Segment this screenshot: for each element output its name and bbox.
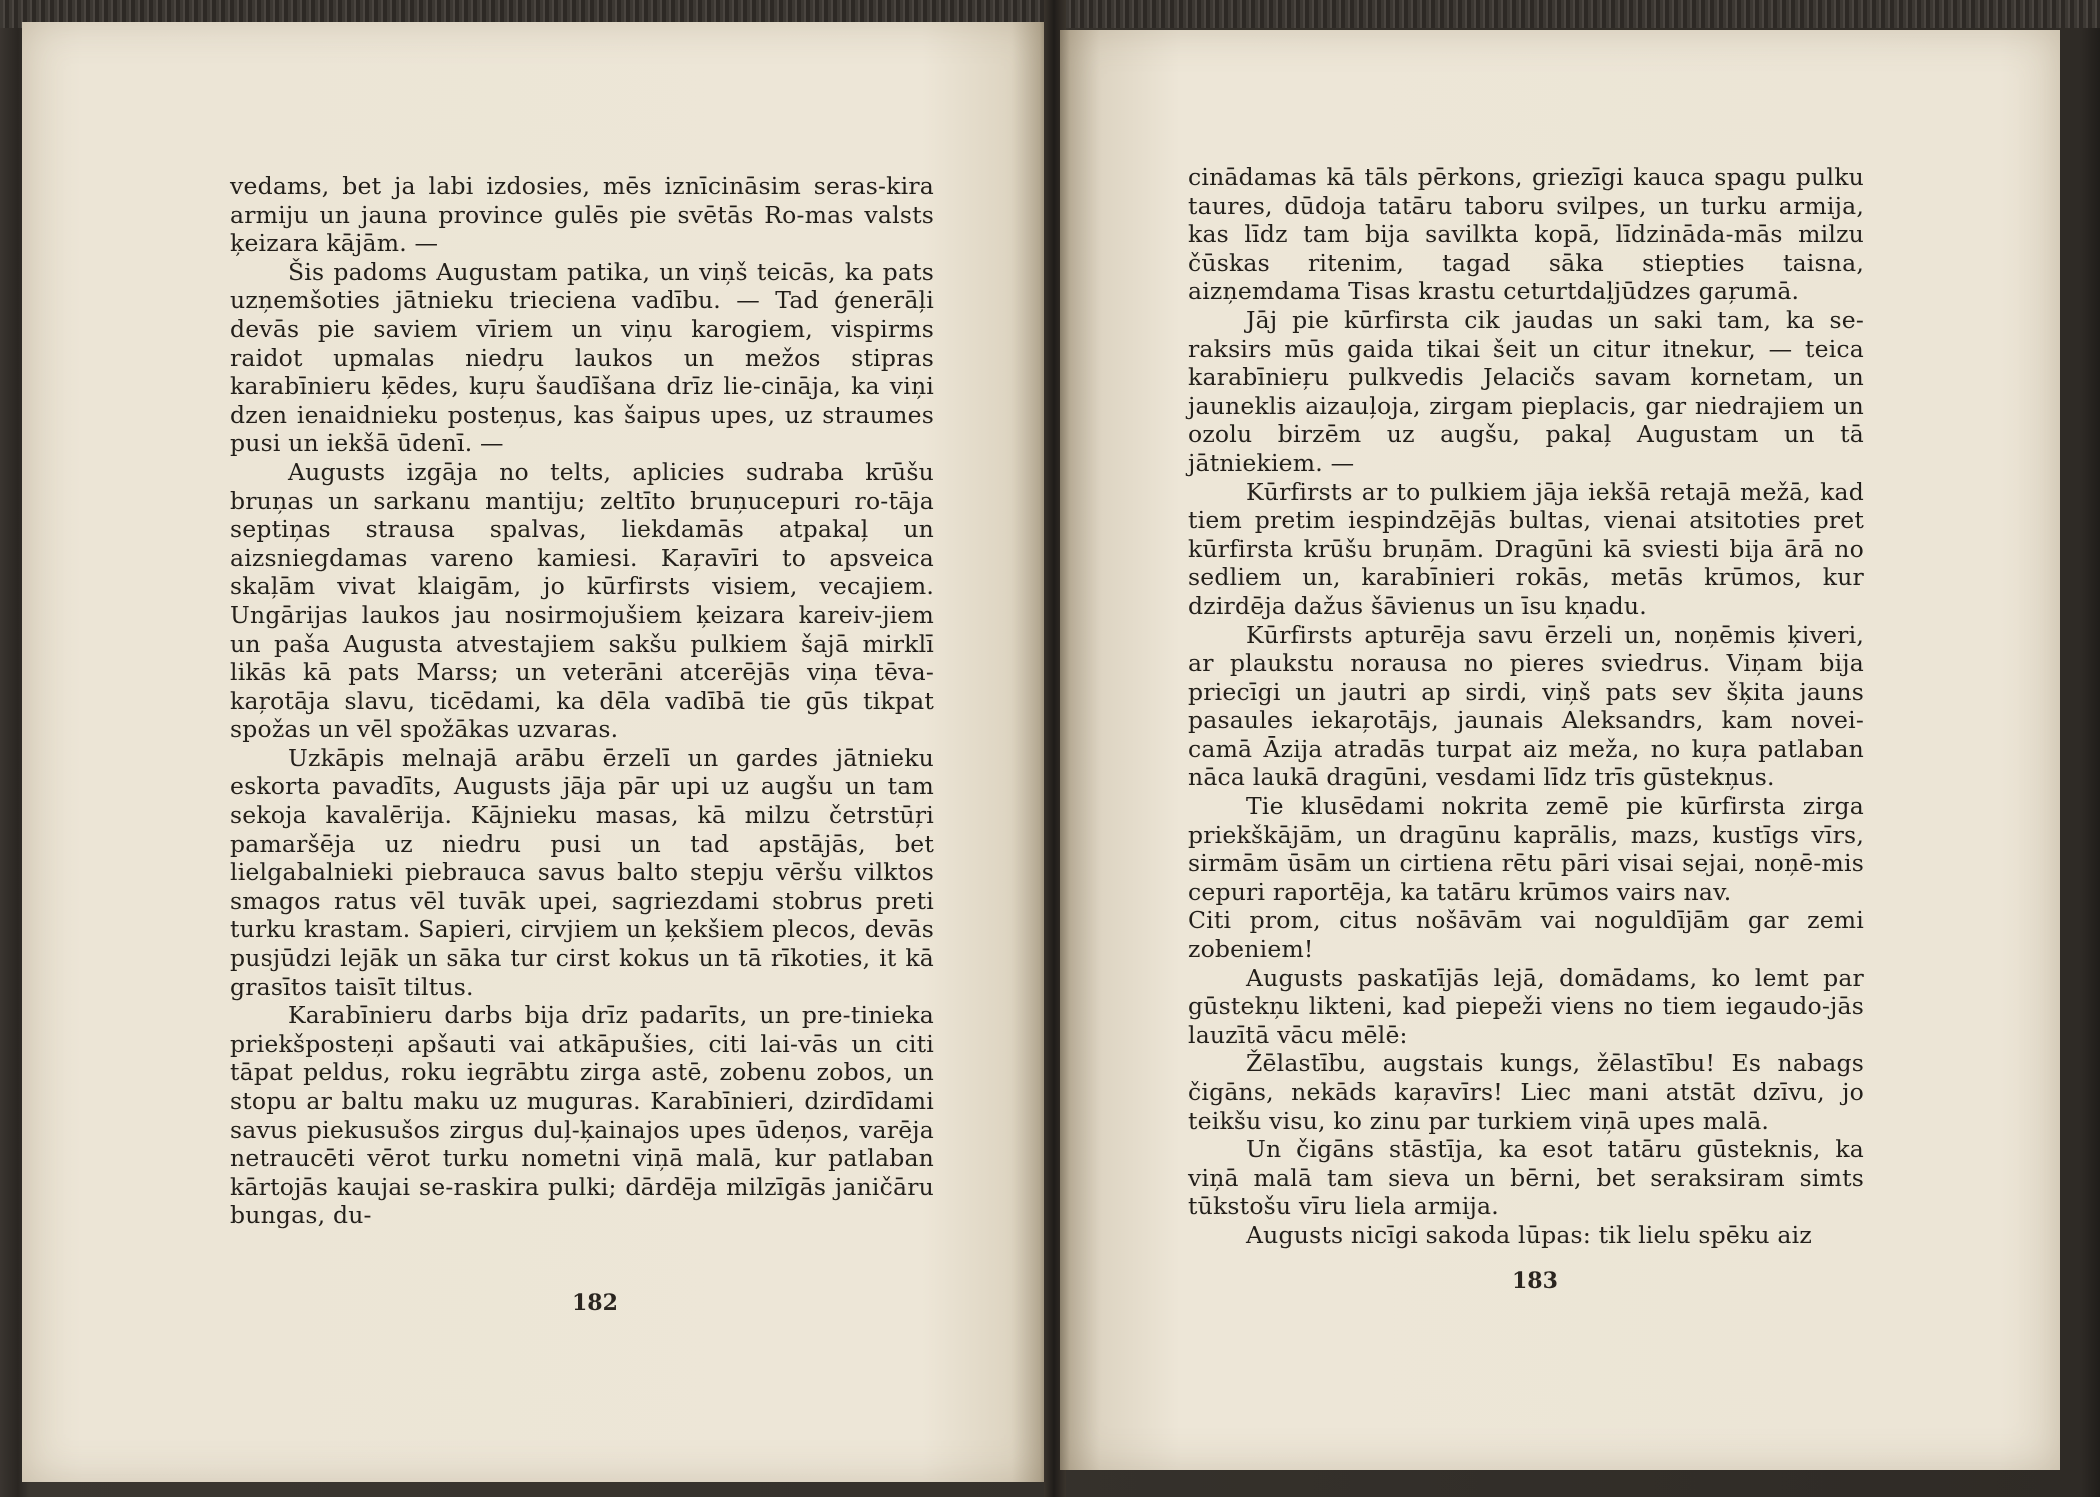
paragraph: Žēlastību, augstais kungs, žēlastību! Es nabags čigāns, nekāds kaŗavīrs! Liec mani atstāt dzīvu, jo teikšu visu, ko zinu par turkiem viņā upes malā. <box>1188 1049 1864 1135</box>
page-number-left: 182 <box>572 1290 618 1316</box>
paragraph: Karabīnieru darbs bija drīz padarīts, un pre-tinieka priekšposteņi apšauti vai atkāpušies, citi lai-vās un citi tāpat peldus, roku iegrābtu zirga astē, zobenu zobos, un stopu ar baltu maku uz muguras. Karabīnieri, dzirdīdami savus piekusušos zirgus duļ-ķainajos upes ūdeņos, varēja netraucēti vērot turku nometni viņā malā, kur patlaban kārtojās kaujai se-raskira pulki; dārdēja milzīgās janičāru bungas, du- <box>230 1001 934 1230</box>
paragraph: Šis padoms Augustam patika, un viņš teicās, ka pats uzņemšoties jātnieku trieciena vadību. — Tad ģenerāļi devās pie saviem vīriem un viņu karogiem, vispirms raidot upmalas niedŗu laukos un mežos stipras karabīnieru ķēdes, kuŗu šaudīšana drīz lie-cināja, ka viņi dzen ienaidnieku posteņus, kas šaipus upes, uz straumes pusi un iekšā ūdenī. — <box>230 257 934 458</box>
paragraph: Augusts nicīgi sakoda lūpas: tik lielu spēku aiz <box>1246 1220 1812 1249</box>
paragraph: Un čigāns stāstīja, ka esot tatāru gūsteknis, ka viņā malā tam sieva un bērni, bet seraksiram simts tūkstošu vīru liela armija. <box>1188 1135 1864 1221</box>
paragraph: Tie klusēdami nokrita zemē pie kūrfirsta zirga priekškājām, un dragūnu kaprālis, mazs, kustīgs vīrs, sirmām ūsām un cirtiena rētu pāri visai sejai, noņē-mis cepuri raportēja, ka tatāru krūmos vairs nav. <box>1188 792 1864 906</box>
paragraph: Citi prom, citus nošāvām vai noguldījām gar zemi zobeniem! <box>1188 906 1864 964</box>
right-page-text <box>1188 163 1864 1250</box>
paragraph: cinādamas kā tāls pērkons, griezīgi kauca spagu pulku taures, dūdoja tatāru taboru svilpes, un turku armija, kas līdz tam bija savilkta kopā, līdzināda-mās milzu čūskas ritenim, tagad sāka stiepties taisna, aizņemdama Tisas krastu ceturtdaļjūdzes gaŗumā. <box>1188 163 1864 306</box>
paragraph: Kūrfirsts apturēja savu ērzeli un, noņēmis ķiveri, ar plaukstu norausa no pieres sviedrus. Viņam bija priecīgi un jautri ap sirdi, viņš pats sev šķita jauns pasaules iekaŗotājs, jaunais Aleksandrs, kam novei-camā Āzija atradās turpat aiz meža, no kuŗa patlaban nāca laukā dragūni, vesdami līdz trīs gūstekņus. <box>1188 620 1864 792</box>
page-number-right: 183 <box>1512 1268 1558 1294</box>
paragraph: Augusts izgāja no telts, aplicies sudraba krūšu bruņas un sarkanu mantiju; zeltīto bruņucepuri ro-tāja septiņas strausa spalvas, liekdamās atpakaļ un aizsniegdamas vareno kamiesi. Kaŗavīri to apsveica skaļām vivat klaigām, jo kūrfirsts visiem, vecajiem. Ungārijas laukos jau nosirmojušiem ķeizara kareiv-jiem un paša Augusta atvestajiem sakšu pulkiem šajā mirklī likās kā pats Marss; un veterāni atcerējās viņa tēva-kaŗotāja slavu, ticēdami, ka dēla vadībā tie gūs tikpat spožas un vēl spožākas uzvaras. <box>230 457 934 744</box>
paragraph: Kūrfirsts ar to pulkiem jāja iekšā retajā mežā, kad tiem pretim iespindzējās bultas, vienai atsitoties pret kūrfirsta krūšu bruņām. Dragūni kā sviesti bija ārā no sedliem un, karabīnieri rokās, metās krūmos, kur dzirdēja dažus šāvienus un īsu kņadu. <box>1188 477 1864 620</box>
paragraph: vedams, bet ja labi izdosies, mēs iznīcināsim seras-kira armiju un jauna province gulēs pie svētās Ro-mas valsts ķeizara kājām. — <box>230 172 934 258</box>
paragraph: Uzkāpis melnajā arābu ērzelī un gardes jātnieku eskorta pavadīts, Augusts jāja pār upi uz augšu un tam sekoja kavalērija. Kājnieku masas, kā milzu četrstūŗi pamaršēja uz niedru pusi un tad apstājās, bet lielgabalnieki piebrauca savus balto stepju vēršu vilktos smagos ratus vēl tuvāk upei, sagriezdami stobrus preti turku krastam. Sapieri, cirvjiem un ķekšiem plecos, devās pusjūdzi lejāk un sāka tur cirst kokus un tā rīkoties, it kā grasītos taisīt tiltus. <box>230 743 934 1001</box>
binding-edge-right <box>1066 0 2100 28</box>
paragraph: Augusts paskatījās lejā, domādams, ko lemt par gūstekņu likteni, kad piepeži viens no tiem iegaudo-jās lauzītā vācu mēlē: <box>1188 963 1864 1049</box>
left-page-text <box>230 172 934 1230</box>
paragraph: Jāj pie kūrfirsta cik jaudas un saki tam, ka se-raksirs mūs gaida tikai šeit un citur itnekur, — teica karabīnieŗu pulkvedis Jelacičs savam kornetam, un jauneklis aizauļoja, zirgam pieplacis, gar niedrajiem un ozolu birzēm uz augšu, pakaļ Augustam un tā jātniekiem. — <box>1188 305 1864 477</box>
